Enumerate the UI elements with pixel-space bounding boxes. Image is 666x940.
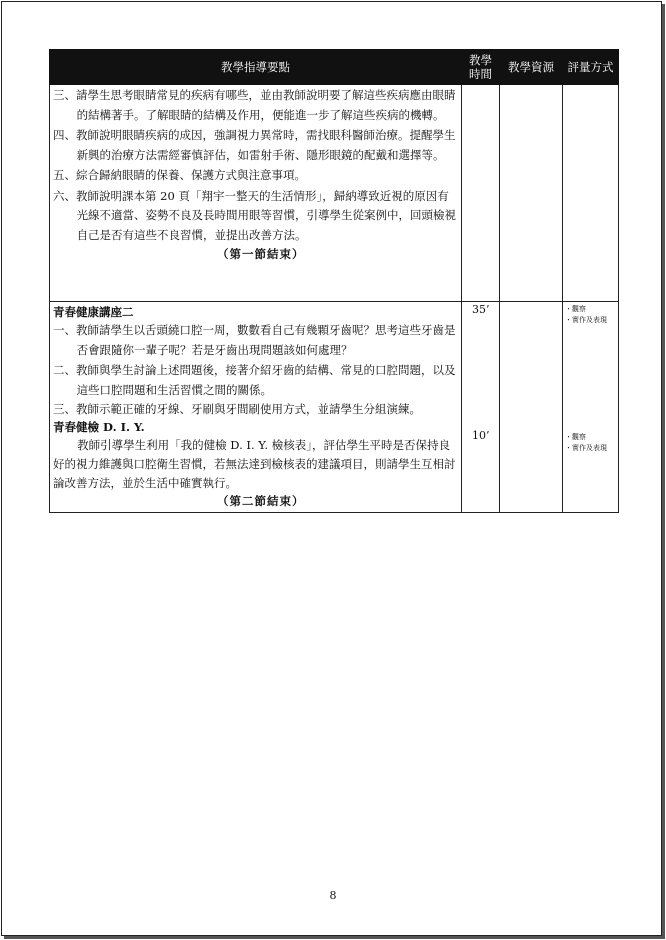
table-row-section2 [50,302,619,513]
section2-item-3: 三、教師示範正確的牙線、牙刷與牙間刷使用方式，並請學生分組演練。 [53,402,421,416]
header-guide: 教學指導要點 [50,50,462,85]
diy-text: 教師引導學生利用「我的健檢 D. I. Y. 檢核表」，評估學生平時是否保持良好的視力維護與口腔衛生習慣，若無法達到檢核表的建議項目，則請學生互相討論改善方法，並於生活中確實執行。 [53,438,456,490]
table-header-row [50,50,619,85]
page-number: 8 [329,889,337,902]
section1-time-cell [462,85,500,302]
eval-diy-observe: ・觀察 [565,433,586,441]
table-row-section1 [50,85,619,302]
time-diy: 10’ [472,429,490,442]
diy-title: 青春健檢 D. I. Y. [53,420,145,434]
eval-diy [565,432,607,454]
section2-title: 青春健康講座二 [53,305,134,319]
time-lecture: 35’ [472,303,490,316]
section2-evaluation-cell [563,302,619,513]
eval-lecture-observe: ・觀察 [565,305,586,313]
section1-item-6: 六、教師說明課本第 20 頁「翔宇一整天的生活情形」，歸納導致近視的原因有光線不適當、姿勢不良及長時間用眼等習慣，引導學生從案例中，回頭檢視自己是否有這些不良習慣，並提出改善方法。 [53,188,457,242]
section2-guide-cell [50,302,462,513]
section1-item-4: 四、教師說明眼睛疾病的成因，強調視力異常時，需找眼科醫師治療。提醒學生新興的治療方法需經審慎評估，如雷射手術、隱形眼鏡的配戴和選擇等。 [53,128,456,162]
section1-item-3: 三、請學生思考眼睛常見的疾病有哪些，並由教師說明要了解這些疾病應由眼睛的結構著手。了解眼睛的結構及作用，便能進一步了解這些疾病的機轉。 [53,88,456,122]
lesson-plan-table [49,49,619,513]
section1-guide-cell [50,85,462,302]
section1-end-mark: （第一節結束） [217,247,305,261]
header-evaluation: 評量方式 [563,50,619,85]
section2-item-1: 一、教師請學生以舌頭繞口腔一周，數數看自己有幾顆牙齒呢？思考這些牙齒是否會跟隨你一輩子呢？若是牙齒出現問題該如何處理？ [53,323,456,357]
eval-lecture [565,304,607,326]
section1-item-5: 五、綜合歸納眼睛的保養、保護方式與注意事項。 [53,168,306,182]
eval-diy-practice: ・實作及表現 [565,444,607,452]
header-time-line1: 教學 [469,53,492,67]
section2-end-mark: （第二節結束） [217,494,305,508]
section1-resources-cell [500,85,563,302]
section2-item-2: 二、教師與學生討論上述問題後，接著介紹牙齒的結構、常見的口腔問題，以及這些口腔問題和生活習慣之間的關係。 [53,363,456,397]
header-time-line2: 時間 [469,67,492,81]
header-resources: 教學資源 [500,50,563,85]
section2-resources-cell [500,302,563,513]
section2-time-cell [462,302,500,513]
header-time [462,50,500,85]
eval-lecture-practice: ・實作及表現 [565,316,607,324]
section1-evaluation-cell [563,85,619,302]
